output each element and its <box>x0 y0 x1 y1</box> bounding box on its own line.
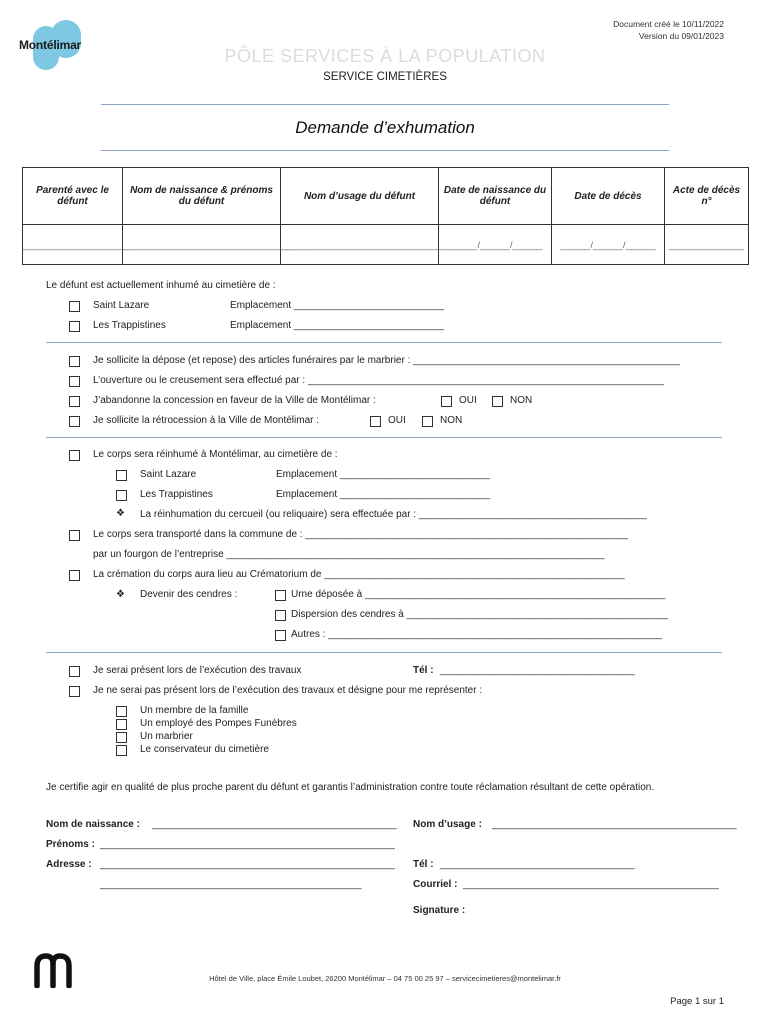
checkbox-rep-conservateur[interactable] <box>116 745 127 756</box>
diamond-bullet-icon: ❖ <box>116 508 125 519</box>
courriel-label: Courriel : <box>413 879 458 890</box>
present-label: Je serai présent lors de l’exécution des travaux <box>93 665 302 676</box>
courriel-field[interactable]: ______________________________________________ <box>463 879 719 890</box>
reinhume-label: Le corps sera réinhumé à Montélimar, au cimetière de : <box>93 449 338 460</box>
checkbox-rep-pompes-funebres[interactable] <box>116 719 127 730</box>
label-rep-marbrier: Un marbrier <box>140 731 193 742</box>
adresse-label: Adresse : <box>46 859 92 870</box>
pole-heading: PÔLE SERVICES À LA POPULATION <box>224 46 546 66</box>
checkbox-reinhume-trappistines[interactable] <box>116 490 127 501</box>
autres-line[interactable]: Autres : ____________________________________________________________ <box>291 629 662 640</box>
checkbox-present[interactable] <box>69 666 80 677</box>
nom-naissance-label: Nom de naissance : <box>46 819 140 830</box>
prenoms-field[interactable]: _____________________________________________________ <box>100 839 395 850</box>
checkbox-rep-marbrier[interactable] <box>116 732 127 743</box>
adresse-field-2[interactable]: _______________________________________________ <box>100 879 362 890</box>
emplacement-field[interactable]: Emplacement ___________________________ <box>276 489 491 500</box>
cell-date-deces[interactable]: ______/______/______ <box>552 225 665 265</box>
checkbox-dispersion[interactable] <box>275 610 286 621</box>
checkbox-retrocession-oui[interactable] <box>370 416 381 427</box>
checkbox-reinhume-saint-lazare[interactable] <box>116 470 127 481</box>
dispersion-line[interactable]: Dispersion des cendres à _______________________________________________ <box>291 609 669 620</box>
col-acte-deces: Acte de décès n° <box>665 168 749 225</box>
divider <box>46 652 722 653</box>
fourgon-line[interactable]: par un fourgon de l’entreprise ____________________________________________________________________ <box>93 549 605 560</box>
divider <box>46 342 722 343</box>
divider <box>101 104 669 105</box>
abandon-label: J’abandonne la concession en faveur de la Ville de Montélimar : <box>93 395 376 406</box>
checkbox-cremation[interactable] <box>69 570 80 581</box>
devenir-cendres-label: Devenir des cendres : <box>140 589 238 600</box>
defunt-table <box>22 167 749 265</box>
logo-text: Montélimar <box>19 38 82 52</box>
absent-label: Je ne serai pas présent lors de l’exécution des travaux et désigne pour me représenter : <box>93 685 483 696</box>
checkbox-depose[interactable] <box>69 356 80 367</box>
label-reinhume-saint-lazare: Saint Lazare <box>140 469 197 480</box>
checkbox-reinhume[interactable] <box>69 450 80 461</box>
col-parente: Parenté avec le défunt <box>23 168 123 225</box>
checkbox-retrocession-non[interactable] <box>422 416 433 427</box>
checkbox-absent[interactable] <box>69 686 80 697</box>
ouverture-line[interactable]: L’ouverture ou le creusement sera effectué par : ________________________________________________________________ <box>93 375 664 386</box>
nom-usage-label: Nom d’usage : <box>413 819 482 830</box>
checkbox-rep-famille[interactable] <box>116 706 127 717</box>
divider <box>46 437 722 438</box>
nom-naissance-field[interactable]: ____________________________________________ <box>152 819 397 830</box>
col-date-deces: Date de décès <box>552 168 665 225</box>
label-reinhume-trappistines: Les Trappistines <box>140 489 213 500</box>
transport-line[interactable]: Le corps sera transporté dans la commune de : __________________________________________________________ <box>93 529 628 540</box>
checkbox-ouverture[interactable] <box>69 376 80 387</box>
depose-marbrier-line[interactable]: Je sollicite la dépose (et repose) des articles funéraires par le marbrier : ________________________________________________ <box>93 355 681 366</box>
adresse-field[interactable]: _____________________________________________________ <box>100 859 395 870</box>
created-date: Document créé le 10/11/2022 <box>613 19 724 29</box>
retrocession-non-label: NON <box>440 415 463 426</box>
emplacement-field[interactable]: Emplacement ___________________________ <box>230 300 445 311</box>
certification-text: Je certifie agir en qualité de plus proche parent du défunt et garantis l’administration contre toute réclamation résultant de cette opération. <box>46 782 655 793</box>
cell-acte-deces[interactable]: _______________ <box>665 225 749 265</box>
label-rep-famille: Un membre de la famille <box>140 705 249 716</box>
tel-line[interactable]: ___________________________________ <box>440 665 635 676</box>
table-header-row <box>23 168 749 225</box>
checkbox-saint-lazare[interactable] <box>69 301 80 312</box>
page-title: Demande d’exhumation <box>295 118 475 137</box>
checkbox-urne[interactable] <box>275 590 286 601</box>
tel-label: Tél : <box>413 665 434 676</box>
abandon-non-label: NON <box>510 395 533 406</box>
label-saint-lazare: Saint Lazare <box>93 300 150 311</box>
urne-line[interactable]: Urne déposée à ______________________________________________________ <box>291 589 666 600</box>
retrocession-label: Je sollicite la rétrocession à la Ville de Montélimar : <box>93 415 320 426</box>
reinhumation-par-line[interactable]: La réinhumation du cercueil (ou reliquaire) sera effectuée par : _________________________________________ <box>140 509 647 520</box>
cell-nom-usage[interactable]: _____________________________________ <box>281 225 439 265</box>
col-nom-naissance: Nom de naissance & prénoms du défunt <box>123 168 281 225</box>
emplacement-field[interactable]: Emplacement ___________________________ <box>230 320 445 331</box>
checkbox-abandon[interactable] <box>69 396 80 407</box>
tel-field[interactable]: ___________________________________ <box>440 859 635 870</box>
footer-address: Hôtel de Ville, place Émile Loubet, 26200 Montélimar – 04 75 00 25 97 – servicecimetieres@montelimar.fr <box>209 974 561 983</box>
current-cemetery-intro: Le défunt est actuellement inhumé au cimetière de : <box>46 280 276 291</box>
label-rep-pompes-funebres: Un employé des Pompes Funèbres <box>140 718 297 729</box>
checkbox-abandon-oui[interactable] <box>441 396 452 407</box>
cremation-line[interactable]: La crémation du corps aura lieu au Crématorium de ______________________________________________________ <box>93 569 625 580</box>
checkbox-trappistines[interactable] <box>69 321 80 332</box>
cell-parente[interactable]: ______________________ <box>23 225 123 265</box>
col-date-naissance: Date de naissance du défunt <box>439 168 552 225</box>
checkbox-abandon-non[interactable] <box>492 396 503 407</box>
checkbox-autres[interactable] <box>275 630 286 641</box>
nom-usage-field[interactable]: ____________________________________________ <box>492 819 737 830</box>
page-number: Page 1 sur 1 <box>670 996 724 1007</box>
divider <box>101 150 669 151</box>
col-nom-usage: Nom d’usage du défunt <box>281 168 439 225</box>
retrocession-oui-label: OUI <box>388 415 406 426</box>
label-rep-conservateur: Le conservateur du cimetière <box>140 744 269 755</box>
diamond-bullet-icon: ❖ <box>116 589 125 600</box>
emplacement-field[interactable]: Emplacement ___________________________ <box>276 469 491 480</box>
abandon-oui-label: OUI <box>459 395 477 406</box>
signature-label: Signature : <box>413 905 466 916</box>
version-date: Version du 09/01/2023 <box>638 31 724 41</box>
table-row <box>23 225 749 265</box>
cell-nom-naissance[interactable]: _____________________________________ <box>123 225 281 265</box>
checkbox-retrocession[interactable] <box>69 416 80 427</box>
prenoms-label: Prénoms : <box>46 839 95 850</box>
tel-label: Tél : <box>413 859 434 870</box>
cell-date-naissance[interactable]: ______/______/______ <box>439 225 552 265</box>
checkbox-transport[interactable] <box>69 530 80 541</box>
label-trappistines: Les Trappistines <box>93 320 166 331</box>
service-heading: SERVICE CIMETIÈRES <box>323 71 447 83</box>
